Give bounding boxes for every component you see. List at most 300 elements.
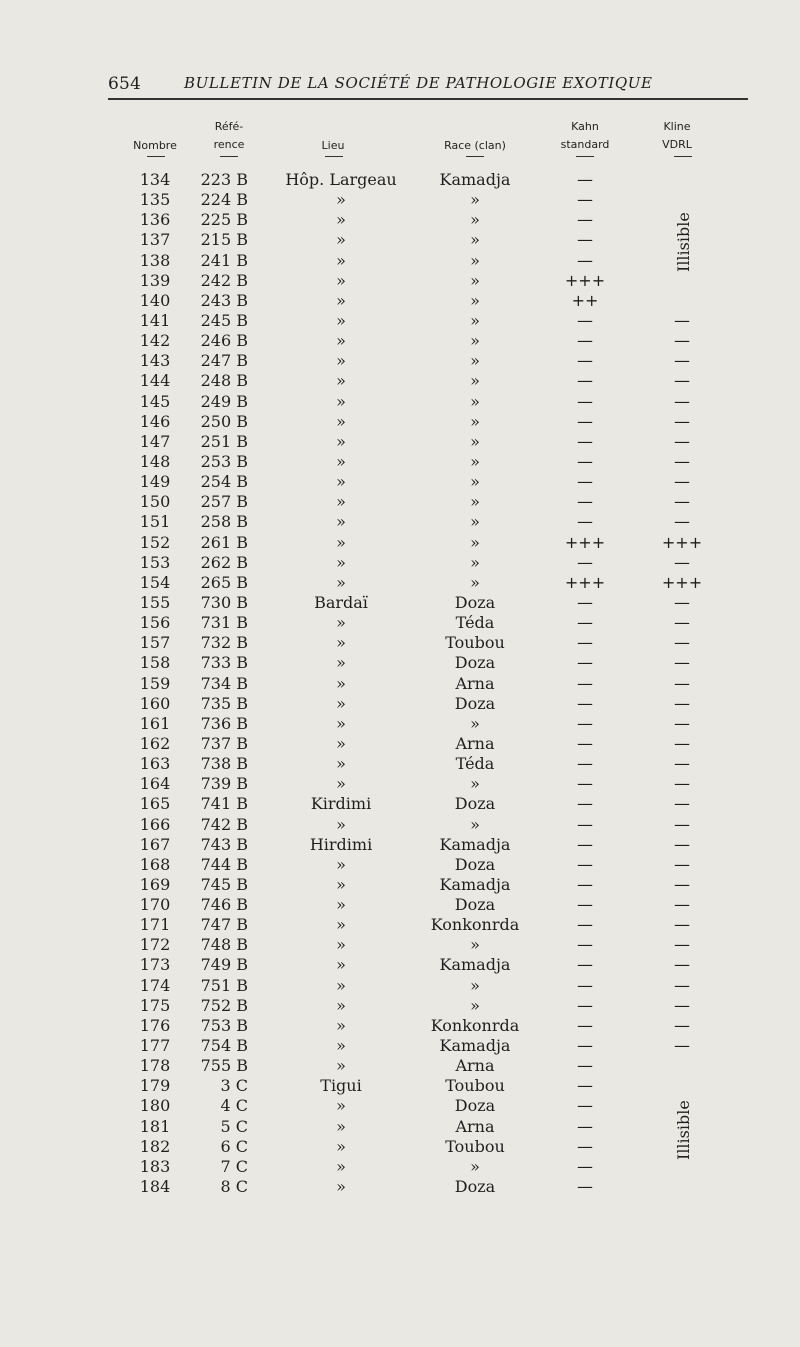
- cell-reference: 250 B: [200, 411, 248, 431]
- cell-kahn: +++: [564, 572, 606, 592]
- cell-kahn: —: [577, 1096, 593, 1116]
- cell-lieu: »: [336, 270, 346, 290]
- table-row: [0, 190, 800, 210]
- cell-lieu: »: [336, 1036, 346, 1056]
- cell-nombre: 167: [139, 834, 171, 854]
- cell-nombre: 145: [139, 391, 171, 411]
- cell-lieu: »: [336, 572, 346, 592]
- cell-nombre: 147: [139, 431, 171, 451]
- cell-reference: 732 B: [200, 633, 248, 653]
- cell-reference: 737 B: [200, 733, 248, 753]
- cell-kline: —: [674, 733, 690, 753]
- cell-nombre: 142: [139, 331, 171, 351]
- cell-lieu: »: [336, 431, 346, 451]
- cell-kahn: —: [577, 1156, 593, 1176]
- cell-lieu: »: [336, 492, 346, 512]
- cell-kline: —: [674, 653, 690, 673]
- cell-kahn: —: [577, 431, 593, 451]
- cell-reference: 4 C: [220, 1096, 248, 1116]
- cell-kahn: —: [577, 1076, 593, 1096]
- cell-nombre: 173: [139, 955, 171, 975]
- cell-lieu: »: [336, 1096, 346, 1116]
- cell-reference: 7 C: [220, 1156, 248, 1176]
- cell-kline: —: [674, 774, 690, 794]
- table-row: [0, 976, 800, 996]
- cell-lieu: Hôp. Largeau: [285, 170, 397, 189]
- header-dash: [674, 156, 692, 157]
- cell-race: Téda: [455, 754, 495, 774]
- cell-nombre: 149: [139, 472, 171, 492]
- illisible-note-bottom: Illisible: [674, 1100, 693, 1160]
- cell-reference: 746 B: [200, 895, 248, 915]
- table-row: [0, 1076, 800, 1096]
- cell-reference: 753 B: [200, 1015, 248, 1035]
- cell-race: »: [470, 975, 480, 995]
- header-dash: [220, 156, 238, 157]
- table-row: [0, 714, 800, 734]
- cell-kahn: —: [577, 1136, 593, 1156]
- header-dash: [325, 156, 343, 157]
- cell-lieu: »: [336, 190, 346, 210]
- cell-reference: 249 B: [200, 391, 248, 411]
- table-row: [0, 633, 800, 653]
- cell-reference: 251 B: [200, 431, 248, 451]
- cell-kahn: —: [577, 250, 593, 270]
- cell-kline: —: [674, 713, 690, 733]
- column-header-nombre: Nombre: [133, 139, 177, 152]
- cell-lieu: »: [336, 814, 346, 834]
- header-dash: [147, 156, 165, 157]
- cell-reference: 8 C: [220, 1177, 248, 1197]
- cell-race: »: [470, 532, 480, 552]
- cell-nombre: 146: [139, 411, 171, 431]
- cell-race: Kamadja: [439, 874, 511, 894]
- cell-nombre: 148: [139, 451, 171, 471]
- cell-kahn: —: [577, 733, 593, 753]
- data-table: [0, 170, 800, 1197]
- cell-race: »: [470, 431, 480, 451]
- cell-kline: —: [674, 431, 690, 451]
- cell-lieu: »: [336, 411, 346, 431]
- cell-kline: —: [674, 351, 690, 371]
- cell-lieu: »: [336, 633, 346, 653]
- cell-kahn: —: [577, 975, 593, 995]
- cell-race: »: [470, 391, 480, 411]
- cell-lieu: »: [336, 210, 346, 230]
- cell-kahn: —: [577, 371, 593, 391]
- cell-lieu: »: [336, 915, 346, 935]
- cell-race: Doza: [454, 794, 496, 814]
- cell-nombre: 178: [139, 1056, 171, 1076]
- cell-race: Toubou: [445, 1076, 505, 1096]
- cell-kline: —: [674, 794, 690, 814]
- cell-lieu: »: [336, 874, 346, 894]
- cell-kahn: —: [577, 834, 593, 854]
- cell-kline: —: [674, 552, 690, 572]
- table-row: [0, 774, 800, 794]
- cell-reference: 752 B: [200, 995, 248, 1015]
- cell-reference: 748 B: [200, 935, 248, 955]
- table-row: [0, 170, 800, 190]
- cell-race: »: [470, 512, 480, 532]
- cell-race: »: [470, 250, 480, 270]
- cell-nombre: 174: [139, 975, 171, 995]
- cell-kline: —: [674, 1036, 690, 1056]
- cell-kahn: —: [577, 794, 593, 814]
- cell-race: »: [470, 331, 480, 351]
- cell-kline: —: [674, 592, 690, 612]
- table-row: [0, 915, 800, 935]
- cell-kline: —: [674, 814, 690, 834]
- column-header-lieu: Lieu: [321, 139, 345, 152]
- cell-kline: —: [674, 371, 690, 391]
- table-row: [0, 492, 800, 512]
- cell-kahn: —: [577, 331, 593, 351]
- cell-reference: 246 B: [200, 331, 248, 351]
- illisible-note-top: Illisible: [674, 212, 693, 272]
- cell-kline: —: [674, 975, 690, 995]
- cell-kahn: —: [577, 230, 593, 250]
- cell-lieu: »: [336, 754, 346, 774]
- cell-reference: 755 B: [200, 1056, 248, 1076]
- table-row: [0, 392, 800, 412]
- cell-reference: 730 B: [200, 592, 248, 612]
- cell-reference: 254 B: [200, 472, 248, 492]
- table-row: [0, 955, 800, 975]
- table-row: [0, 271, 800, 291]
- cell-nombre: 143: [139, 351, 171, 371]
- cell-race: »: [470, 713, 480, 733]
- cell-race: Kamadja: [439, 955, 511, 975]
- cell-race: »: [470, 190, 480, 210]
- cell-nombre: 176: [139, 1015, 171, 1035]
- cell-reference: 747 B: [200, 915, 248, 935]
- cell-reference: 744 B: [200, 854, 248, 874]
- cell-kahn: —: [577, 995, 593, 1015]
- cell-lieu: »: [336, 955, 346, 975]
- cell-race: »: [470, 572, 480, 592]
- cell-race: Kamadja: [439, 834, 511, 854]
- cell-nombre: 161: [139, 713, 171, 733]
- cell-nombre: 153: [139, 552, 171, 572]
- cell-race: »: [470, 492, 480, 512]
- cell-kline: —: [674, 633, 690, 653]
- cell-lieu: »: [336, 713, 346, 733]
- cell-kahn: —: [577, 310, 593, 330]
- cell-lieu: »: [336, 552, 346, 572]
- cell-kline: —: [674, 955, 690, 975]
- cell-nombre: 163: [139, 754, 171, 774]
- cell-lieu: »: [336, 230, 346, 250]
- cell-reference: 734 B: [200, 673, 248, 693]
- cell-kahn: —: [577, 895, 593, 915]
- cell-kahn: —: [577, 472, 593, 492]
- cell-lieu: »: [336, 774, 346, 794]
- table-row: [0, 613, 800, 633]
- table-row: [0, 553, 800, 573]
- cell-nombre: 138: [139, 250, 171, 270]
- table-row: [0, 412, 800, 432]
- cell-race: Doza: [454, 1177, 496, 1197]
- cell-race: »: [470, 310, 480, 330]
- cell-kline: —: [674, 331, 690, 351]
- cell-reference: 242 B: [200, 270, 248, 290]
- table-row: [0, 351, 800, 371]
- cell-nombre: 172: [139, 935, 171, 955]
- table-row: [0, 371, 800, 391]
- cell-lieu: »: [336, 472, 346, 492]
- cell-reference: 262 B: [200, 552, 248, 572]
- cell-kahn: —: [577, 1056, 593, 1076]
- running-title: BULLETIN DE LA SOCIÉTÉ DE PATHOLOGIE EXOTIQUE: [184, 74, 653, 92]
- cell-kahn: —: [577, 653, 593, 673]
- table-row: [0, 512, 800, 532]
- cell-nombre: 169: [139, 874, 171, 894]
- cell-race: »: [470, 814, 480, 834]
- cell-reference: 247 B: [200, 351, 248, 371]
- cell-race: Arna: [455, 733, 495, 753]
- header-dash: [466, 156, 484, 157]
- cell-nombre: 183: [139, 1156, 171, 1176]
- cell-lieu: Kirdimi: [310, 794, 372, 814]
- cell-nombre: 139: [139, 270, 171, 290]
- cell-lieu: Hirdimi: [309, 834, 373, 854]
- cell-kline: —: [674, 613, 690, 633]
- cell-kahn: +++: [564, 532, 606, 552]
- cell-reference: 5 C: [220, 1116, 248, 1136]
- cell-kahn: —: [577, 451, 593, 471]
- cell-nombre: 168: [139, 854, 171, 874]
- cell-reference: 241 B: [200, 250, 248, 270]
- table-row: [0, 794, 800, 814]
- cell-race: »: [470, 552, 480, 572]
- cell-race: Arna: [455, 673, 495, 693]
- cell-kline: —: [674, 854, 690, 874]
- cell-race: »: [470, 371, 480, 391]
- cell-kline: —: [674, 512, 690, 532]
- cell-reference: 248 B: [200, 371, 248, 391]
- cell-lieu: »: [336, 512, 346, 532]
- cell-kline: —: [674, 411, 690, 431]
- cell-kline: —: [674, 1015, 690, 1035]
- cell-race: »: [470, 451, 480, 471]
- cell-kline: —: [674, 754, 690, 774]
- cell-reference: 265 B: [200, 572, 248, 592]
- cell-kline: —: [674, 834, 690, 854]
- cell-kline: —: [674, 915, 690, 935]
- cell-race: »: [470, 1156, 480, 1176]
- cell-nombre: 140: [139, 290, 171, 310]
- cell-lieu: »: [336, 975, 346, 995]
- cell-race: Doza: [454, 693, 496, 713]
- table-row: [0, 533, 800, 553]
- cell-kahn: —: [577, 170, 593, 189]
- cell-race: Arna: [455, 1056, 495, 1076]
- cell-kahn: —: [577, 673, 593, 693]
- cell-lieu: »: [336, 290, 346, 310]
- cell-lieu: Bardaï: [314, 592, 368, 612]
- header-dash: [576, 156, 594, 157]
- cell-kahn: —: [577, 552, 593, 572]
- cell-lieu: »: [336, 451, 346, 471]
- cell-race: »: [470, 230, 480, 250]
- cell-reference: 245 B: [200, 310, 248, 330]
- cell-kline: —: [674, 874, 690, 894]
- table-row: [0, 895, 800, 915]
- cell-nombre: 162: [139, 733, 171, 753]
- cell-nombre: 179: [139, 1076, 171, 1096]
- cell-kahn: —: [577, 693, 593, 713]
- cell-reference: 225 B: [200, 210, 248, 230]
- cell-kahn: —: [577, 1177, 593, 1197]
- cell-nombre: 159: [139, 673, 171, 693]
- cell-reference: 754 B: [200, 1036, 248, 1056]
- cell-nombre: 137: [139, 230, 171, 250]
- cell-nombre: 171: [139, 915, 171, 935]
- cell-kahn: —: [577, 210, 593, 230]
- cell-reference: 736 B: [200, 713, 248, 733]
- cell-lieu: »: [336, 1156, 346, 1176]
- cell-kahn: —: [577, 633, 593, 653]
- cell-lieu: »: [336, 371, 346, 391]
- cell-race: Doza: [454, 1096, 496, 1116]
- cell-lieu: »: [336, 673, 346, 693]
- cell-reference: 6 C: [220, 1136, 248, 1156]
- cell-nombre: 175: [139, 995, 171, 1015]
- cell-nombre: 136: [139, 210, 171, 230]
- table-row: [0, 996, 800, 1016]
- cell-kline: —: [674, 673, 690, 693]
- cell-kahn: —: [577, 754, 593, 774]
- cell-race: »: [470, 411, 480, 431]
- cell-race: Doza: [454, 895, 496, 915]
- cell-race: Arna: [455, 1116, 495, 1136]
- cell-reference: 261 B: [200, 532, 248, 552]
- cell-kahn: —: [577, 411, 593, 431]
- cell-kahn: —: [577, 915, 593, 935]
- cell-lieu: »: [336, 331, 346, 351]
- cell-nombre: 141: [139, 310, 171, 330]
- table-row: [0, 573, 800, 593]
- cell-reference: 243 B: [200, 290, 248, 310]
- table-row: [0, 331, 800, 351]
- cell-lieu: »: [336, 733, 346, 753]
- cell-nombre: 152: [139, 532, 171, 552]
- cell-reference: 745 B: [200, 874, 248, 894]
- cell-race: Konkonrda: [430, 1015, 520, 1035]
- cell-kahn: —: [577, 935, 593, 955]
- cell-race: »: [470, 472, 480, 492]
- cell-race: »: [470, 774, 480, 794]
- column-header-race: Race (clan): [444, 139, 506, 152]
- cell-kahn: —: [577, 1036, 593, 1056]
- cell-race: »: [470, 210, 480, 230]
- cell-reference: 735 B: [200, 693, 248, 713]
- cell-kahn: —: [577, 351, 593, 371]
- cell-reference: 258 B: [200, 512, 248, 532]
- cell-kahn: ++: [571, 290, 599, 310]
- cell-nombre: 177: [139, 1036, 171, 1056]
- cell-lieu: »: [336, 310, 346, 330]
- cell-lieu: »: [336, 1116, 346, 1136]
- table-row: [0, 472, 800, 492]
- cell-kahn: —: [577, 955, 593, 975]
- cell-kline: +++: [661, 532, 703, 552]
- cell-lieu: »: [336, 895, 346, 915]
- cell-nombre: 164: [139, 774, 171, 794]
- cell-nombre: 182: [139, 1136, 171, 1156]
- cell-kahn: —: [577, 592, 593, 612]
- table-row: [0, 674, 800, 694]
- cell-lieu: »: [336, 250, 346, 270]
- cell-kline: —: [674, 391, 690, 411]
- cell-nombre: 184: [139, 1177, 171, 1197]
- cell-kahn: —: [577, 391, 593, 411]
- cell-nombre: 135: [139, 190, 171, 210]
- cell-race: Doza: [454, 592, 496, 612]
- cell-kahn: —: [577, 613, 593, 633]
- cell-kline: —: [674, 472, 690, 492]
- cell-race: Konkonrda: [430, 915, 520, 935]
- cell-lieu: »: [336, 1177, 346, 1197]
- cell-lieu: »: [336, 995, 346, 1015]
- cell-nombre: 166: [139, 814, 171, 834]
- cell-reference: 224 B: [200, 190, 248, 210]
- cell-race: Doza: [454, 854, 496, 874]
- cell-lieu: »: [336, 653, 346, 673]
- cell-nombre: 154: [139, 572, 171, 592]
- cell-reference: 738 B: [200, 754, 248, 774]
- cell-nombre: 155: [139, 592, 171, 612]
- cell-lieu: »: [336, 935, 346, 955]
- cell-race: Téda: [455, 613, 495, 633]
- cell-lieu: »: [336, 693, 346, 713]
- cell-kline: —: [674, 895, 690, 915]
- table-row: [0, 432, 800, 452]
- cell-race: »: [470, 351, 480, 371]
- cell-reference: 743 B: [200, 834, 248, 854]
- cell-nombre: 170: [139, 895, 171, 915]
- cell-race: Toubou: [445, 1136, 505, 1156]
- cell-kahn: —: [577, 854, 593, 874]
- cell-kahn: —: [577, 190, 593, 210]
- column-header-kline: Kline VDRL: [662, 120, 692, 151]
- cell-reference: 253 B: [200, 451, 248, 471]
- cell-nombre: 134: [139, 170, 171, 189]
- table-row: [0, 452, 800, 472]
- cell-race: Toubou: [445, 633, 505, 653]
- table-row: [0, 1056, 800, 1076]
- cell-kahn: +++: [564, 270, 606, 290]
- table-row: [0, 1177, 800, 1197]
- cell-reference: 731 B: [200, 613, 248, 633]
- cell-kline: —: [674, 693, 690, 713]
- cell-kline: —: [674, 451, 690, 471]
- cell-kahn: —: [577, 1015, 593, 1035]
- cell-lieu: »: [336, 351, 346, 371]
- cell-reference: 223 B: [200, 170, 248, 189]
- table-row: [0, 1016, 800, 1036]
- cell-race: »: [470, 270, 480, 290]
- table-row: [0, 835, 800, 855]
- cell-kahn: —: [577, 814, 593, 834]
- cell-reference: 257 B: [200, 492, 248, 512]
- cell-nombre: 165: [139, 794, 171, 814]
- cell-reference: 749 B: [200, 955, 248, 975]
- table-row: [0, 935, 800, 955]
- table-row: [0, 694, 800, 714]
- cell-kahn: —: [577, 492, 593, 512]
